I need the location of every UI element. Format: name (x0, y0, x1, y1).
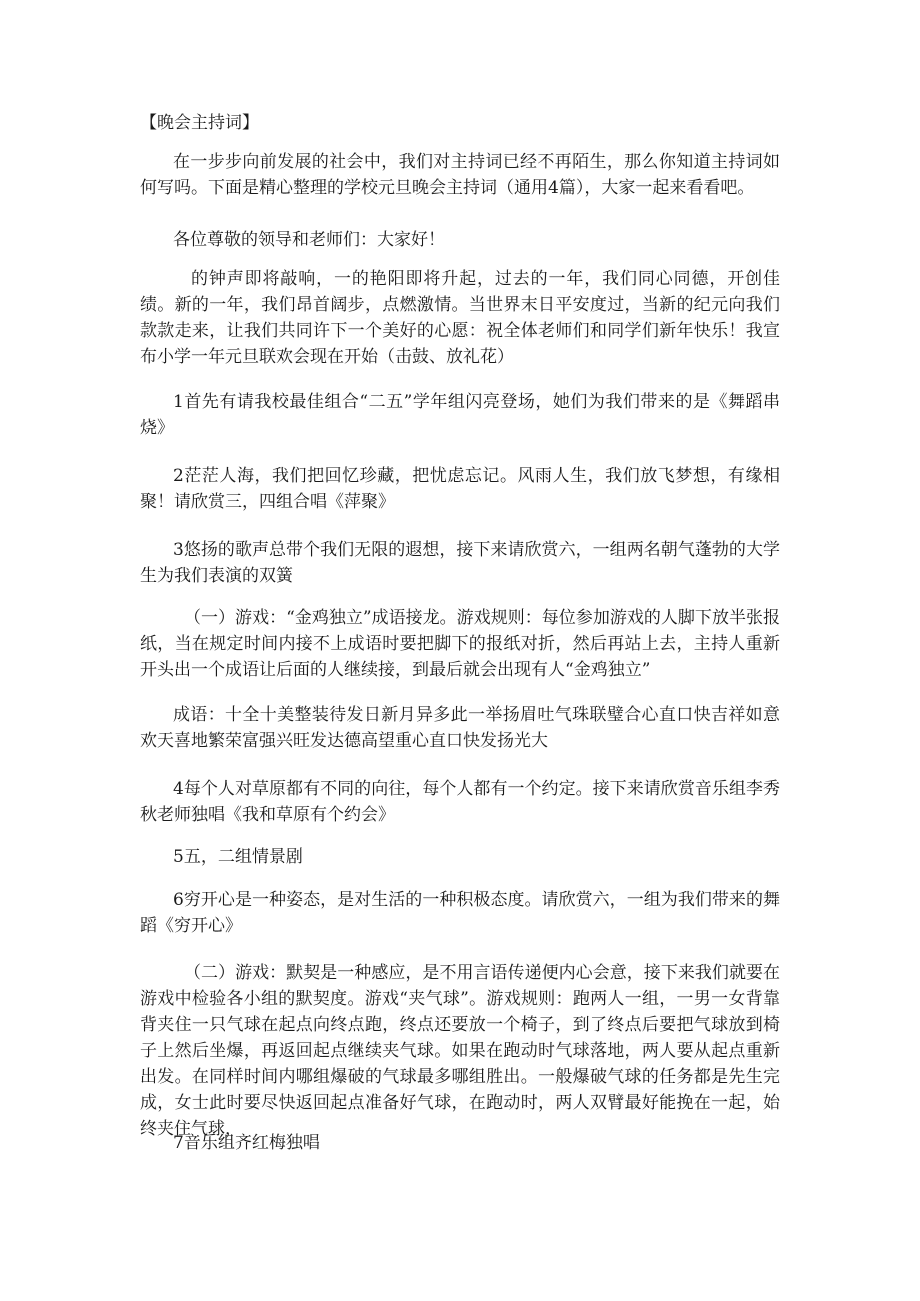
intro-paragraph: 在一步步向前发展的社会中，我们对主持词已经不再陌生，那么你知道主持词如何写吗。下面是精心整理的学校元旦晚会主持词（通用4篇），大家一起来看看吧。 (140, 152, 780, 198)
program-item-5: 5五，二组情景剧 (173, 847, 303, 867)
game-2-paragraph: （二）游戏：默契是一种感应，是不用言语传递便内心会意，接下来我们就要在游戏中检验各小组的默契度。游戏“夹气球”。游戏规则：跑两人一组，一男一女背靠背夹住一只气球在起点向终点跑，终点还要放一个椅子，到了终点后要把气球放到椅子上然后坐爆，再返回起点继续夹气球。如果在跑动时气球落地，两人要从起点重新出发。在同样时间内哪组爆破的气球最多哪组胜出。一般爆破气球的任务都是先生完成，女士此时要尽快返回起点准备好气球，在跑动时，两人双臂最好能挽在一起，始终夹住气球， (140, 963, 780, 1139)
program-item-2: 2茫茫人海，我们把回忆珍藏，把忧虑忘记。风雨人生，我们放飞梦想，有缘相聚！请欣赏三，四组合唱《萍聚》 (140, 466, 780, 512)
program-item-4: 4每个人对草原都有不同的向往，每个人都有一个约定。接下来请欣赏音乐组李秀秋老师独唱《我和草原有个约会》 (140, 779, 780, 825)
program-item-1: 1首先有请我校最佳组合“二五”学年组闪亮登场，她们为我们带来的是《舞蹈串烧》 (140, 392, 780, 438)
game-1-paragraph: （一）游戏：“金鸡独立”成语接龙。游戏规则：每位参加游戏的人脚下放半张报纸，当在规定时间内接不上成语时要把脚下的报纸对折，然后再站上去，主持人重新开头出一个成语让后面的人继续接，到最后就会出现有人“金鸡独立” (140, 608, 780, 680)
greeting-paragraph: 各位尊敬的领导和老师们：大家好！ (173, 230, 445, 250)
document-title: 【晚会主持词】 (140, 113, 259, 133)
idioms-paragraph: 成语：十全十美整装待发日新月异多此一举扬眉吐气珠联璧合心直口快吉祥如意欢天喜地繁荣富强兴旺发达德高望重心直口快发扬光大 (140, 705, 780, 751)
program-item-7: 7音乐组齐红梅独唱 (173, 1133, 320, 1153)
opening-paragraph: 的钟声即将敲响，一的艳阳即将升起，过去的一年，我们同心同德，开创佳绩。新的一年，我们昂首阔步，点燃激情。当世界末日平安度过，当新的纪元向我们款款走来，让我们共同许下一个美好的心愿：祝全体老师们和同学们新年快乐！我宣布小学一年元旦联欢会现在开始（击鼓、放礼花） (140, 269, 780, 367)
program-item-6: 6穷开心是一种姿态，是对生活的一种积极态度。请欣赏六，一组为我们带来的舞蹈《穷开心》 (140, 890, 780, 936)
program-item-3: 3悠扬的歌声总带个我们无限的遐想，接下来请欣赏六，一组两名朝气蓬勃的大学生为我们表演的双簧 (140, 540, 780, 586)
